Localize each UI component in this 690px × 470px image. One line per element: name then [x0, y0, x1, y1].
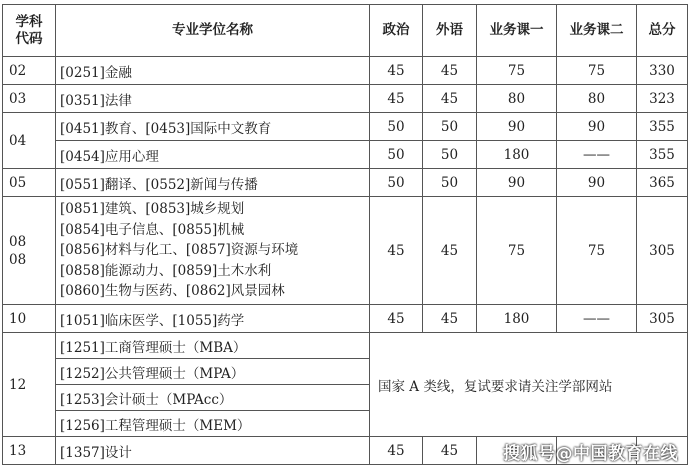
score-table [2, 4, 688, 465]
row-code: 08 08 [3, 197, 56, 305]
header-politics: 政治 [370, 5, 423, 57]
row-code: 04 [3, 113, 56, 169]
row-code: 02 [3, 57, 56, 85]
table-row [3, 305, 688, 333]
row-name [56, 197, 370, 305]
row-code: 12 [3, 333, 56, 437]
row-total: 355 [637, 113, 688, 141]
row-name: [1256]工程管理硕士（MEM） [56, 411, 370, 437]
row-course2: —— [557, 305, 637, 333]
row-language: 45 [423, 85, 477, 113]
row-course1: 75 [477, 197, 557, 305]
header-course1: 业务课一 [477, 5, 557, 57]
header-language: 外语 [423, 5, 477, 57]
row-name: [1253]会计硕士（MPAcc） [56, 385, 370, 411]
table-row [3, 169, 688, 197]
header-name: 专业学位名称 [56, 5, 370, 57]
table-row [3, 197, 688, 305]
row-course1: 80 [477, 85, 557, 113]
watermark: 搜狐号@中国教育在线 [503, 444, 678, 464]
row-course1: 90 [477, 113, 557, 141]
row-name-line: [0856]材料与化工、[0857]资源与环境 [60, 242, 299, 259]
row-total: 365 [637, 169, 688, 197]
row-name: [0351]法律 [56, 85, 370, 113]
table-row [3, 57, 688, 85]
row-language: 50 [423, 169, 477, 197]
row-course2: 90 [557, 169, 637, 197]
row-course1: 75 [477, 57, 557, 85]
row-language: 45 [423, 437, 477, 465]
table-row [3, 85, 688, 113]
table-row [3, 333, 688, 359]
row-name: [1251]工商管理硕士（MBA） [56, 333, 370, 359]
row-name-line: [0860]生物与医药、[0862]风景园林 [60, 283, 285, 300]
row-name: [1252]公共管理硕士（MPA） [56, 359, 370, 385]
row-name-line: [0858]能源动力、[0859]土木水利 [60, 262, 272, 279]
row-name: [1051]临床医学、[1055]药学 [56, 305, 370, 333]
row-code: 10 [3, 305, 56, 333]
row-politics: 50 [370, 113, 423, 141]
row-politics: 45 [370, 85, 423, 113]
row-language: 50 [423, 141, 477, 169]
row-course2: —— [557, 141, 637, 169]
row-total: 323 [637, 85, 688, 113]
row-course1: 90 [477, 169, 557, 197]
row-name: [1357]设计 [56, 437, 370, 465]
row-name: [0251]金融 [56, 57, 370, 85]
row-total: 305 [637, 197, 688, 305]
row-total: 305 [637, 305, 688, 333]
row-name-line: [0851]建筑、[0853]城乡规划 [60, 201, 245, 218]
row-politics: 50 [370, 169, 423, 197]
row-course2: 75 [557, 57, 637, 85]
row-course2: 75 [557, 197, 637, 305]
row-politics: 50 [370, 141, 423, 169]
table-row [3, 141, 688, 169]
row-name: [0551]翻译、[0552]新闻与传播 [56, 169, 370, 197]
row-politics: 45 [370, 197, 423, 305]
row-language: 45 [423, 305, 477, 333]
row-code: 13 [3, 437, 56, 465]
row-code: 03 [3, 85, 56, 113]
row-course1: 180 [477, 141, 557, 169]
table-row [3, 113, 688, 141]
row-code: 05 [3, 169, 56, 197]
row-politics: 45 [370, 437, 423, 465]
row-name: [0451]教育、[0453]国际中文教育 [56, 113, 370, 141]
row-total: 330 [637, 57, 688, 85]
row-language: 50 [423, 113, 477, 141]
row-course2: 90 [557, 113, 637, 141]
row-name-line: [0854]电子信息、[0855]机械 [60, 221, 245, 238]
row-language: 45 [423, 57, 477, 85]
header-course2: 业务课二 [557, 5, 637, 57]
table-header-row [3, 5, 688, 57]
row-course2: 80 [557, 85, 637, 113]
header-total: 总分 [637, 5, 688, 57]
row-course1: 180 [477, 305, 557, 333]
row-name: [0454]应用心理 [56, 141, 370, 169]
row-total: 355 [637, 141, 688, 169]
row-politics: 45 [370, 305, 423, 333]
row-politics: 45 [370, 57, 423, 85]
header-code: 学科 代码 [3, 5, 56, 57]
row-language: 45 [423, 197, 477, 305]
row-note: 国家 A 类线，复试要求请关注学部网站 [370, 333, 688, 437]
